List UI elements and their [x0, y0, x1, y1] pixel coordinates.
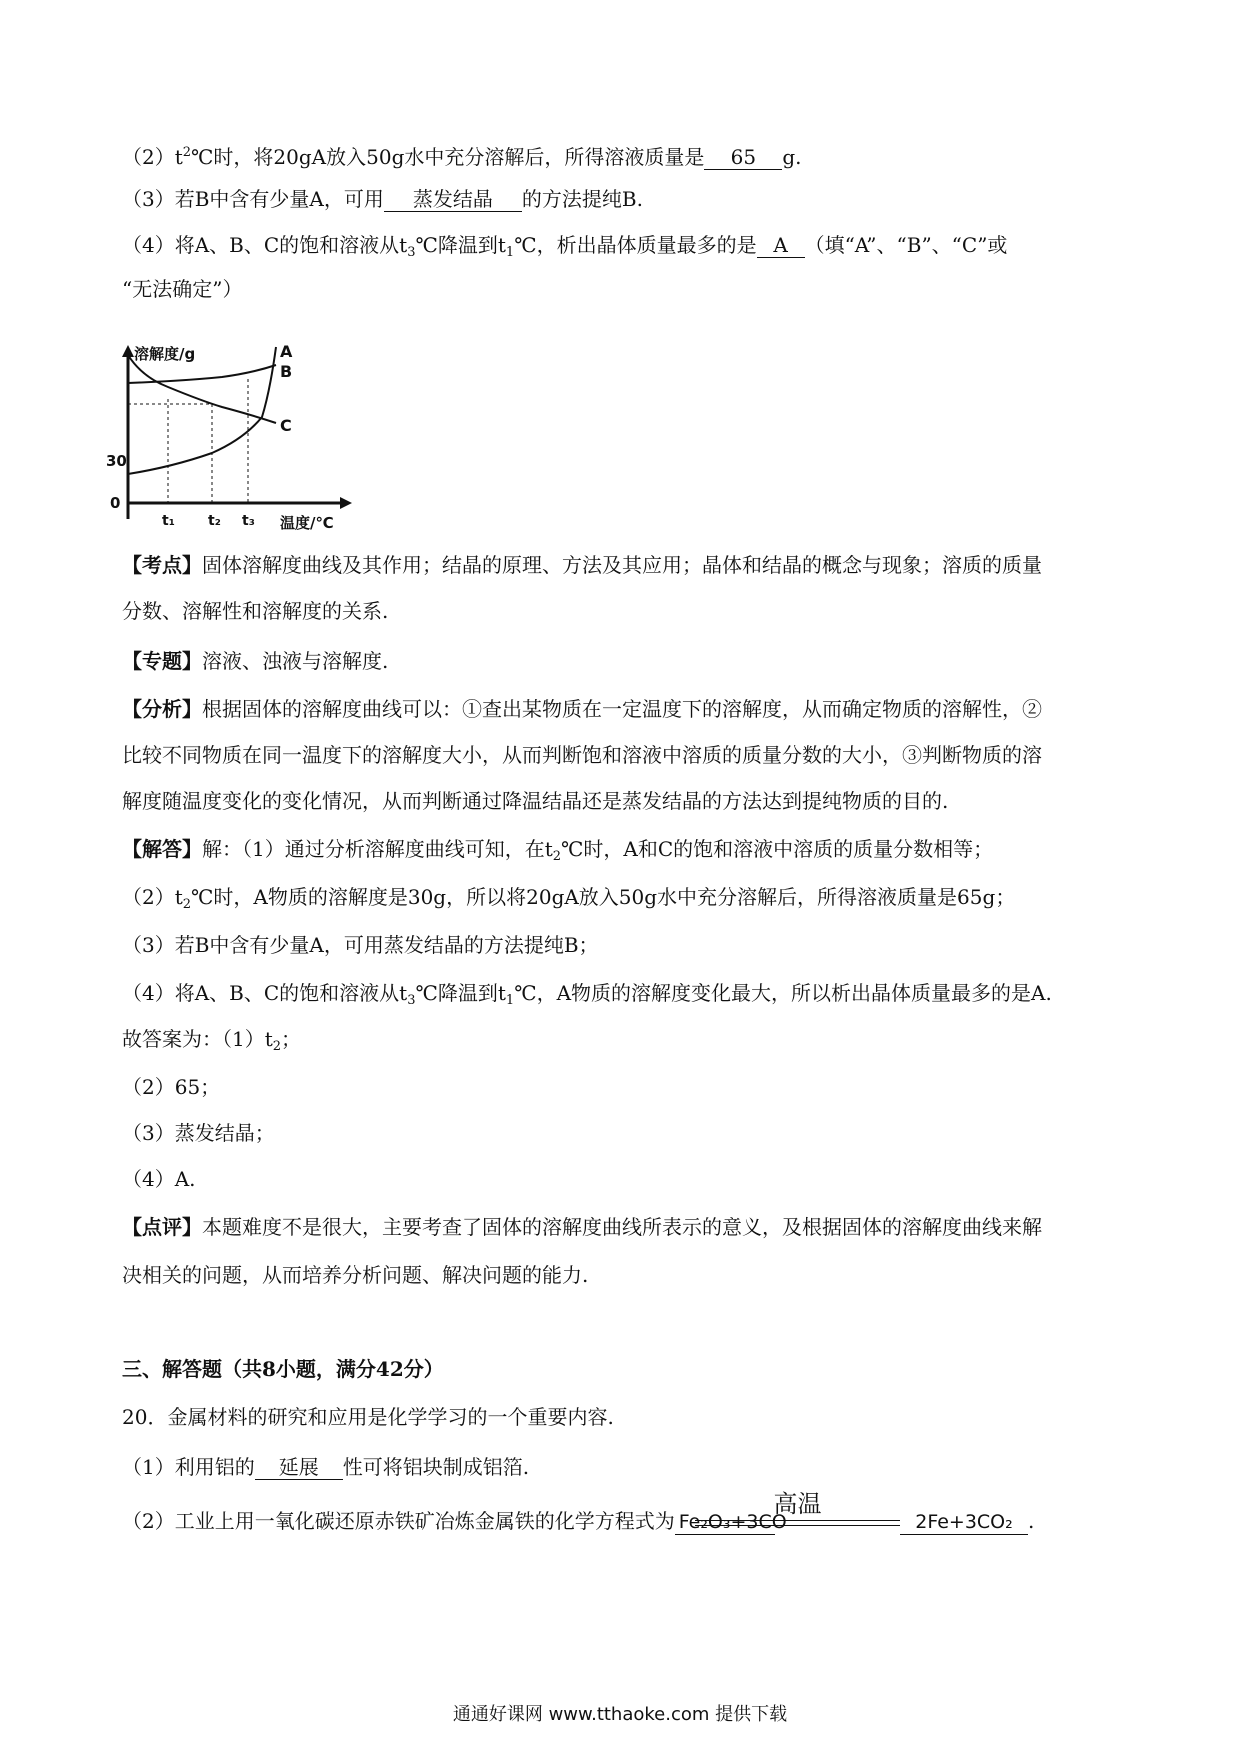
q3-answer-blank: 蒸发结晶: [384, 187, 522, 212]
x-tick-t1: t₁: [162, 513, 175, 529]
q3-prefix: （3）若B中含有少量A，可用: [122, 187, 384, 211]
q2-line: [122, 140, 802, 170]
q4-line-1: [122, 232, 1007, 266]
fenxi-line-3: 解度随温度变化的变化情况，从而判断通过降温结晶还是蒸发结晶的方法达到提纯物质的目的.: [122, 789, 949, 813]
dianping-tag: 【点评】: [122, 1215, 202, 1239]
jieda-line-3: （3）若B中含有少量A，可用蒸发结晶的方法提纯B；: [122, 933, 599, 957]
q20-part1-line: [122, 1454, 529, 1480]
answer-intro-end: ；: [281, 1027, 302, 1051]
q4-prefix: （4）将A、B、C的饱和溶液从t: [122, 233, 408, 257]
q20-equation-right-line: [900, 1508, 1034, 1535]
answer-3-line: （3）蒸发结晶；: [122, 1121, 275, 1145]
y-tick-30: 30: [106, 452, 127, 470]
zhuanti-text: 溶液、浊液与溶解度.: [202, 649, 389, 673]
q4-sub2: 1: [505, 245, 515, 260]
q4-answer-blank: A: [757, 233, 805, 258]
kaodian-text-1: 固体溶解度曲线及其作用；结晶的原理、方法及其应用；晶体和结晶的概念与现象；溶质的质量: [202, 553, 1042, 577]
q4-line-2: “无法确定”）: [122, 277, 243, 301]
zhuanti-line: [122, 648, 388, 674]
q20-part1-answer-blank: 延展: [255, 1455, 343, 1480]
jieda-1-sub: 2: [552, 849, 562, 864]
y-tick-0: 0: [110, 494, 121, 512]
legend-a: A: [280, 342, 293, 361]
q20-equation-left: Fe₂O₃+3CO: [675, 1510, 775, 1535]
fenxi-text-1: 根据固体的溶解度曲线可以：①查出某物质在一定温度下的溶解度，从而确定物质的溶解性，②: [202, 697, 1042, 721]
fenxi-tag: 【分析】: [122, 697, 202, 721]
q20-part2-prefix: （2）工业上用一氧化碳还原赤铁矿冶炼金属铁的化学方程式为: [122, 1509, 675, 1533]
jieda-tag: 【解答】: [122, 837, 202, 861]
fenxi-line-1: [122, 696, 1042, 722]
kaodian-tag: 【考点】: [122, 553, 202, 577]
jieda-line-4: [122, 980, 1052, 1014]
answer-2-line: （2）65；: [122, 1075, 221, 1099]
q20-equation-condition-block: [695, 1488, 900, 1548]
jieda-4a: （4）将A、B、C的饱和溶液从t: [122, 981, 408, 1005]
q4-mid1: ℃降温到t: [415, 233, 506, 257]
jieda-2a: （2）t: [122, 885, 183, 909]
q20-stem: 20．金属材料的研究和应用是化学学习的一个重要内容.: [122, 1405, 614, 1429]
equals-bar-bottom: [695, 1525, 900, 1526]
section-3-title: 三、解答题（共8小题，满分42分）: [122, 1357, 444, 1381]
q20-equation-right: 2Fe+3CO₂: [900, 1510, 1028, 1535]
jieda-1a: 解：（1）通过分析溶解度曲线可知，在t: [202, 837, 553, 861]
legend-b: B: [280, 362, 293, 381]
x-tick-t3: t₃: [242, 513, 255, 529]
solubility-chart: [106, 342, 382, 533]
curve-c: [128, 355, 276, 423]
q20-equation-condition: 高温: [773, 1490, 822, 1518]
jieda-4-sub2: 1: [505, 993, 515, 1008]
legend-c: C: [280, 416, 292, 435]
jieda-line-2: [122, 884, 1015, 918]
q4-suffix: （填“A”、“B”、“C”或: [804, 233, 1008, 257]
q2-suffix: g.: [782, 145, 802, 169]
dianping-text-1: 本题难度不是很大，主要考查了固体的溶解度曲线所表示的意义，及根据固体的溶解度曲线来解: [202, 1215, 1042, 1239]
q20-part1-suffix: 性可将铝块制成铝箔.: [342, 1455, 530, 1479]
q4-sub1: 3: [407, 245, 416, 260]
answer-intro-sub: 2: [272, 1039, 282, 1054]
x-axis-arrow: [340, 497, 352, 509]
y-axis-label: 溶解度/g: [134, 345, 196, 363]
jieda-line-1: [122, 836, 993, 870]
curve-a: [128, 347, 276, 474]
q2-text: ℃时，将20gA放入50g水中充分溶解后，所得溶液质量是: [191, 145, 705, 169]
jieda-4c: ℃，A物质的溶解度变化最大，所以析出晶体质量最多的是A.: [514, 981, 1052, 1005]
jieda-4b: ℃降温到t: [415, 981, 506, 1005]
q2-prefix: （2）t: [122, 145, 183, 169]
q2-sup: 2: [182, 145, 192, 160]
q4-mid2: ℃，析出晶体质量最多的是: [514, 233, 757, 257]
jieda-4-sub1: 3: [407, 993, 416, 1008]
zhuanti-tag: 【专题】: [122, 649, 202, 673]
answer-intro-line: [122, 1026, 301, 1060]
jieda-1b: ℃时，A和C的饱和溶液中溶质的质量分数相等；: [561, 837, 994, 861]
kaodian-line-1: [122, 552, 1042, 578]
kaodian-line-2: 分数、溶解性和溶解度的关系.: [122, 599, 389, 623]
dianping-line-1: [122, 1214, 1042, 1240]
q20-equation-end: .: [1028, 1509, 1035, 1533]
curve-b: [128, 365, 276, 383]
fenxi-line-2: 比较不同物质在同一温度下的溶解度大小，从而判断饱和溶液中溶质的质量分数的大小，③判断物质的溶: [122, 743, 1042, 767]
equals-bar-top: [695, 1520, 900, 1521]
q2-answer-blank: 65: [704, 145, 782, 170]
x-tick-t2: t₂: [208, 513, 221, 529]
q20-part2-line: [122, 1508, 787, 1535]
dianping-line-2: 决相关的问题，从而培养分析问题、解决问题的能力.: [122, 1263, 589, 1287]
q3-suffix: 的方法提纯B.: [521, 187, 643, 211]
q20-part1-prefix: （1）利用铝的: [122, 1455, 255, 1479]
x-axis-label: 温度/℃: [280, 514, 334, 532]
q3-line: [122, 186, 643, 212]
answer-4-line: （4）A.: [122, 1167, 196, 1191]
answer-intro: 故答案为：（1）t: [122, 1027, 273, 1051]
jieda-2b: ℃时，A物质的溶解度是30g，所以将20gA放入50g水中充分溶解后，所得溶液质量是65g；: [191, 885, 1016, 909]
jieda-2-sub: 2: [182, 897, 192, 912]
page-footer: 通通好课网 www.tthaoke.com 提供下载: [452, 1704, 788, 1725]
